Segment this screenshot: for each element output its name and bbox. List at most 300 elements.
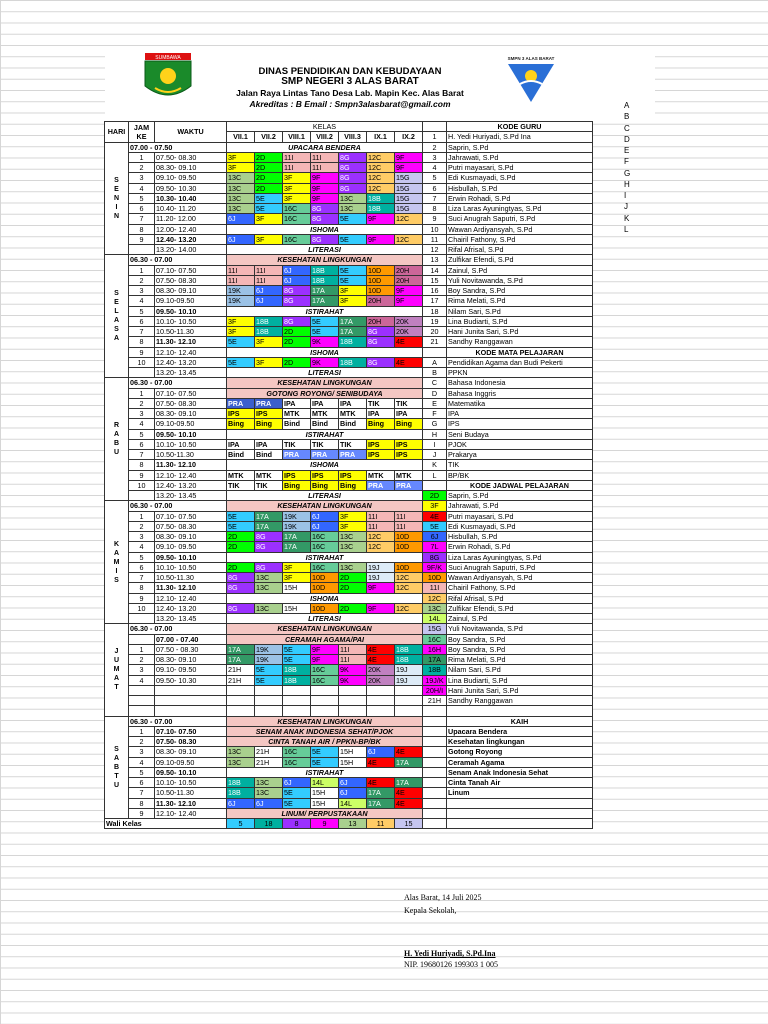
time-cell: 07.50 - 08.30 <box>155 644 227 654</box>
class-code-cell: 8G <box>255 562 283 572</box>
class-code-cell: 11I <box>227 265 255 275</box>
activity-banner: ISTIRAHAT <box>227 552 423 562</box>
class-code-cell: 17A <box>255 521 283 531</box>
class-code-cell: 3F <box>227 327 255 337</box>
code-cell <box>423 788 447 798</box>
time-cell: 12.40- 13.20 <box>155 357 227 367</box>
jam-cell: 5 <box>129 429 155 439</box>
jam-cell: 8 <box>129 224 155 234</box>
class-code-cell: 17A <box>283 532 311 542</box>
schedule-row <box>105 726 593 736</box>
code-cell: 15 <box>423 275 447 285</box>
activity-banner: ISHOMA <box>227 460 423 470</box>
class-code-cell: 3F <box>339 511 367 521</box>
schedule-row <box>105 388 593 398</box>
class-code-cell: IPA <box>311 398 339 408</box>
class-code-cell: 10D <box>395 542 423 552</box>
time-cell: 12.10- 12.40 <box>155 347 227 357</box>
class-code-cell: 11I <box>339 644 367 654</box>
class-code-cell: 6J <box>283 778 311 788</box>
class-code-cell: 5E <box>255 675 283 685</box>
time-cell: 07.50- 08.30 <box>155 398 227 408</box>
class-code-cell: Bing <box>311 480 339 490</box>
class-code-cell: 8G <box>367 327 395 337</box>
code-cell <box>423 819 447 829</box>
list-value: Edi Kusmayadi, S.Pd <box>447 173 593 183</box>
class-code-cell: 13C <box>339 542 367 552</box>
schedule-row <box>105 429 593 439</box>
class-code-cell: 19J <box>367 573 395 583</box>
time-cell: 09.50- 10.10 <box>155 552 227 562</box>
class-code-cell: 12C <box>395 603 423 613</box>
schedule-row <box>105 593 593 603</box>
code-cell: 13C <box>423 603 447 613</box>
jam-cell: 3 <box>129 409 155 419</box>
class-code-cell: 12C <box>367 173 395 183</box>
time-cell: 10.10- 10.50 <box>155 778 227 788</box>
time-cell: 08.30- 09.10 <box>155 532 227 542</box>
schedule-row <box>105 491 593 501</box>
code-cell: 12 <box>423 245 447 255</box>
class-code-cell: IPS <box>283 470 311 480</box>
list-value: Sandhy Ranggawan <box>447 337 593 347</box>
side-letter-column <box>624 100 630 235</box>
empty-cell <box>367 685 395 695</box>
time-cell: 08.30- 09.10 <box>155 747 227 757</box>
day-label: J U M A T <box>105 624 129 716</box>
code-cell: 2 <box>423 142 447 152</box>
time-cell: 06.30 - 07.00 <box>129 255 227 265</box>
jam-cell: 4 <box>129 296 155 306</box>
jam-cell <box>129 245 155 255</box>
list-value: Bahasa Indonesia <box>447 378 593 388</box>
class-code-cell: 13C <box>227 204 255 214</box>
class-code-cell: 10D <box>395 532 423 542</box>
class-code-cell: 12C <box>395 573 423 583</box>
signature-title: Kepala Sekolah, <box>404 906 457 915</box>
class-code-cell: PRA <box>227 398 255 408</box>
jam-cell: 7 <box>129 573 155 583</box>
class-code-cell: 4E <box>395 747 423 757</box>
code-cell: 21H <box>423 696 447 706</box>
class-code-cell: MTK <box>395 470 423 480</box>
class-code-cell: 2D <box>339 603 367 613</box>
code-cell: D <box>423 388 447 398</box>
list-value: Edi Kusmayadi, S.Pd <box>447 521 593 531</box>
class-code-cell: IPA <box>339 398 367 408</box>
class-code-cell: IPS <box>367 439 395 449</box>
class-code-cell: IPS <box>395 450 423 460</box>
list-value: Suci Anugrah Saputri, S.Pd <box>447 562 593 572</box>
col-header-waktu: WAKTU <box>155 122 227 143</box>
class-code-cell: 9F <box>311 183 339 193</box>
wali-kelas-value: 13 <box>339 819 367 829</box>
class-code-cell: 4E <box>367 757 395 767</box>
wali-kelas-value: 8 <box>283 819 311 829</box>
class-code-cell: 9F <box>367 583 395 593</box>
class-code-cell: 3F <box>255 357 283 367</box>
class-code-cell: MTK <box>311 409 339 419</box>
list-value: Yuli Novitawanda, S.Pd <box>447 275 593 285</box>
class-code-cell: 8G <box>283 316 311 326</box>
class-code-cell: 11I <box>395 511 423 521</box>
schedule-row <box>105 306 593 316</box>
class-code-cell: 11I <box>255 265 283 275</box>
time-cell: 07.10- 07.50 <box>155 265 227 275</box>
class-code-cell: 11I <box>283 152 311 162</box>
class-code-cell: 16C <box>283 747 311 757</box>
class-code-cell: 18B <box>227 788 255 798</box>
time-cell: 07.10- 07.50 <box>155 726 227 736</box>
class-code-cell: 8G <box>339 183 367 193</box>
code-cell <box>423 737 447 747</box>
code-cell <box>423 778 447 788</box>
time-cell: 07.10- 07.50 <box>155 511 227 521</box>
list-value: Rima Melati, S.Pd <box>447 655 593 665</box>
class-code-cell: 9F <box>367 234 395 244</box>
schedule-row <box>105 665 593 675</box>
class-code-cell: Bing <box>367 419 395 429</box>
code-cell: G <box>423 419 447 429</box>
class-code-cell: 8G <box>367 357 395 367</box>
class-code-cell: 12C <box>367 163 395 173</box>
class-code-cell: PRA <box>367 480 395 490</box>
class-code-cell: 11I <box>339 655 367 665</box>
class-code-cell: 15H <box>311 798 339 808</box>
schedule-row <box>105 255 593 265</box>
class-code-cell: 16C <box>311 675 339 685</box>
list-value: Kesehatan lingkungan <box>447 737 593 747</box>
class-code-cell: 5E <box>339 214 367 224</box>
class-code-cell: 10D <box>311 573 339 583</box>
class-code-cell: 4E <box>395 357 423 367</box>
class-code-cell: TIK <box>311 439 339 449</box>
class-code-cell: 4E <box>395 798 423 808</box>
jam-cell: 9 <box>129 234 155 244</box>
activity-banner: LITERASI <box>227 491 423 501</box>
class-code-cell: 5E <box>339 234 367 244</box>
class-code-cell: MTK <box>227 470 255 480</box>
code-cell: 17A <box>423 655 447 665</box>
side-letter: K <box>624 213 630 223</box>
class-code-cell: 19K <box>227 296 255 306</box>
time-cell: 06.30 - 07.00 <box>129 716 227 726</box>
schedule-row <box>105 378 593 388</box>
list-heading: KODE GURU <box>447 122 593 132</box>
list-value: Senam Anak Indonesia Sehat <box>447 767 593 777</box>
class-code-cell: 13C <box>255 573 283 583</box>
code-cell <box>423 716 447 726</box>
code-cell: 6 <box>423 183 447 193</box>
class-code-cell: 3F <box>255 214 283 224</box>
side-letter: H <box>624 179 630 189</box>
time-cell: 09.10-09.50 <box>155 296 227 306</box>
code-cell: 20 <box>423 327 447 337</box>
class-code-cell: 5E <box>255 193 283 203</box>
activity-banner: GOTONG ROYONG/ SENIBUDAYA <box>227 388 423 398</box>
class-code-cell: 18B <box>367 204 395 214</box>
list-value: Erwin Rohadi, S.Pd <box>447 542 593 552</box>
class-code-cell: 12C <box>395 583 423 593</box>
class-code-cell: 2D <box>227 562 255 572</box>
col-header-hari: HARI <box>105 122 129 143</box>
guru-number: 1 <box>423 132 447 142</box>
schedule-row <box>105 583 593 593</box>
empty-cell <box>339 685 367 695</box>
cell <box>423 122 447 132</box>
wali-kelas-label: Wali Kelas <box>105 819 227 829</box>
side-letter: B <box>624 112 630 122</box>
class-code-cell: 21H <box>227 675 255 685</box>
time-cell: 07.50- 08.30 <box>155 737 227 747</box>
schedule-row <box>105 552 593 562</box>
empty-cell <box>283 706 311 716</box>
class-code-cell: 6J <box>311 511 339 521</box>
schedule-row <box>105 655 593 665</box>
class-code-cell: 14L <box>311 778 339 788</box>
side-letter: J <box>624 202 628 212</box>
class-code-cell: 3F <box>255 337 283 347</box>
class-header: VII.1 <box>227 132 255 142</box>
list-value: Chairil Fathony, S.Pd <box>447 583 593 593</box>
empty-cell <box>227 706 255 716</box>
accreditation-line: Akreditas : B Email : Smpn3alasbarat@gmail.com <box>249 99 451 109</box>
schedule-row <box>105 142 593 152</box>
list-value: Zainul, S.Pd <box>447 265 593 275</box>
schedule-row <box>105 778 593 788</box>
schedule-row <box>105 286 593 296</box>
time-cell: 08.30- 09.10 <box>155 286 227 296</box>
class-code-cell: 8G <box>283 296 311 306</box>
activity-banner: LITERASI <box>227 368 423 378</box>
empty-cell <box>395 706 423 716</box>
time-cell: 08.30- 09.10 <box>155 409 227 419</box>
class-code-cell: 2D <box>283 327 311 337</box>
time-cell: 10.50-11.30 <box>155 327 227 337</box>
schedule-row <box>105 644 593 654</box>
jam-cell: 3 <box>129 173 155 183</box>
jam-cell: 5 <box>129 552 155 562</box>
list-value: Saprin, S.Pd <box>447 142 593 152</box>
schedule-row <box>105 573 593 583</box>
jam-cell: 10 <box>129 480 155 490</box>
code-cell: 5E <box>423 521 447 531</box>
schedule-row <box>105 614 593 624</box>
activity-banner: KESEHATAN LINGKUNGAN <box>227 501 423 511</box>
activity-banner: CINTA TANAH AIR / PPKN-BP/BK <box>227 737 423 747</box>
jam-cell: 2 <box>129 655 155 665</box>
class-code-cell: 13C <box>227 183 255 193</box>
time-cell <box>155 685 227 695</box>
code-cell: 9 <box>423 214 447 224</box>
wali-kelas-value: 18 <box>255 819 283 829</box>
code-cell: 14 <box>423 265 447 275</box>
class-code-cell: 6J <box>227 214 255 224</box>
activity-banner: ISTIRAHAT <box>227 306 423 316</box>
schedule-row <box>105 368 593 378</box>
class-code-cell: 4E <box>395 337 423 347</box>
code-cell: 7 <box>423 193 447 203</box>
empty-cell <box>367 706 395 716</box>
time-cell: 10.40- 11.20 <box>155 204 227 214</box>
class-code-cell: 17A <box>395 757 423 767</box>
class-code-cell: 20H <box>395 275 423 285</box>
class-code-cell: 3F <box>339 296 367 306</box>
class-code-cell: 20H <box>395 265 423 275</box>
class-code-cell: 2D <box>283 357 311 367</box>
class-code-cell: TIK <box>367 398 395 408</box>
class-code-cell: 2D <box>283 337 311 347</box>
empty-cell <box>283 685 311 695</box>
class-code-cell: 2D <box>255 163 283 173</box>
time-cell: 10.10- 10.50 <box>155 439 227 449</box>
side-letter: L <box>624 224 629 234</box>
class-code-cell: 16C <box>311 532 339 542</box>
schedule-row <box>105 624 593 634</box>
class-code-cell: 9K <box>311 357 339 367</box>
class-code-cell: IPA <box>255 439 283 449</box>
class-code-cell: PRA <box>395 480 423 490</box>
list-value: Jahrawati, S.Pd <box>447 152 593 162</box>
class-code-cell: 9K <box>311 337 339 347</box>
class-code-cell: 13C <box>227 173 255 183</box>
class-code-cell: 13C <box>339 562 367 572</box>
code-cell: 7L <box>423 542 447 552</box>
class-code-cell: 19J <box>395 665 423 675</box>
jam-cell: 3 <box>129 532 155 542</box>
class-code-cell: IPA <box>367 409 395 419</box>
class-code-cell: 15G <box>395 183 423 193</box>
code-cell <box>423 747 447 757</box>
class-code-cell: IPS <box>339 470 367 480</box>
principal-name: H. Yedi Huriyadi, S.Pd.Ina <box>404 949 496 958</box>
empty-cell <box>255 696 283 706</box>
class-code-cell: 18B <box>339 357 367 367</box>
time-cell: 11.30- 12.10 <box>155 798 227 808</box>
class-code-cell: 4E <box>395 788 423 798</box>
class-code-cell: 17A <box>395 778 423 788</box>
class-code-cell: 8G <box>227 573 255 583</box>
class-code-cell: 17A <box>227 644 255 654</box>
schedule-row <box>105 788 593 798</box>
class-code-cell: 8G <box>367 337 395 347</box>
list-value: Hani Junita Sari, S.Pd <box>447 685 593 695</box>
class-code-cell: 9F <box>311 644 339 654</box>
class-code-cell: 18B <box>283 665 311 675</box>
day-label: K A M I S <box>105 501 129 624</box>
class-code-cell: 10D <box>311 583 339 593</box>
class-code-cell: 2D <box>255 152 283 162</box>
list-value: Lina Budiarti, S.Pd <box>447 316 593 326</box>
code-cell: 9F/K <box>423 562 447 572</box>
class-code-cell: 16C <box>311 665 339 675</box>
class-code-cell: 18B <box>395 655 423 665</box>
class-code-cell: MTK <box>339 409 367 419</box>
time-cell: 09.50- 10.10 <box>155 429 227 439</box>
code-cell: 13 <box>423 255 447 265</box>
class-code-cell: 3F <box>227 163 255 173</box>
list-value: Suci Anugrah Saputri, S.Pd <box>447 214 593 224</box>
time-cell: 12.40- 13.20 <box>155 480 227 490</box>
class-code-cell: 13C <box>227 757 255 767</box>
time-cell: 12.00- 12.40 <box>155 224 227 234</box>
class-code-cell: 2D <box>339 573 367 583</box>
jam-cell: 7 <box>129 450 155 460</box>
list-value: Linum <box>447 788 593 798</box>
class-code-cell: 17A <box>367 798 395 808</box>
list-value: Erwin Rohadi, S.Pd <box>447 193 593 203</box>
time-cell: 08.30- 09.10 <box>155 655 227 665</box>
class-code-cell: 16C <box>311 562 339 572</box>
class-code-cell: 13C <box>255 788 283 798</box>
class-code-cell: 6J <box>339 788 367 798</box>
schedule-row <box>105 685 593 695</box>
class-code-cell: 15H <box>283 603 311 613</box>
class-code-cell: 6J <box>255 798 283 808</box>
activity-banner: KESEHATAN LINGKUNGAN <box>227 255 423 265</box>
jam-cell: 4 <box>129 183 155 193</box>
class-code-cell: 12C <box>367 152 395 162</box>
class-code-cell: 15H <box>339 757 367 767</box>
time-cell <box>155 696 227 706</box>
list-value: Wawan Ardiyansyah, S.Pd <box>447 224 593 234</box>
class-code-cell: 20K <box>395 327 423 337</box>
class-code-cell: 13C <box>255 583 283 593</box>
schedule-row <box>105 173 593 183</box>
time-cell: 07.00 - 07.50 <box>129 142 227 152</box>
class-code-cell: 20K <box>367 675 395 685</box>
jam-cell <box>129 696 155 706</box>
class-code-cell: Bing <box>255 419 283 429</box>
class-header: VIII.3 <box>339 132 367 142</box>
schedule-row <box>105 419 593 429</box>
jam-cell <box>129 368 155 378</box>
schedule-row <box>105 275 593 285</box>
code-cell <box>423 480 447 490</box>
class-code-cell: 3F <box>283 183 311 193</box>
list-heading: KODE MATA PELAJARAN <box>447 347 593 357</box>
day-label: S E N I N <box>105 142 129 255</box>
activity-banner: ISHOMA <box>227 347 423 357</box>
code-cell: 21 <box>423 337 447 347</box>
schedule-row <box>105 234 593 244</box>
class-code-cell: 15G <box>395 173 423 183</box>
time-cell: 09.10- 09.50 <box>155 542 227 552</box>
jam-cell: 3 <box>129 665 155 675</box>
class-code-cell: 17A <box>255 511 283 521</box>
time-cell: 07.50- 08.30 <box>155 521 227 531</box>
class-code-cell: 5E <box>311 747 339 757</box>
schedule-row <box>105 470 593 480</box>
side-letter: I <box>624 191 627 200</box>
class-code-cell: 12C <box>367 542 395 552</box>
schedule-row <box>105 214 593 224</box>
class-code-cell: 9F <box>395 152 423 162</box>
class-code-cell: PRA <box>311 450 339 460</box>
list-value: Seni Budaya <box>447 429 593 439</box>
class-code-cell: IPS <box>311 470 339 480</box>
class-code-cell: IPA <box>283 398 311 408</box>
jam-cell: 9 <box>129 470 155 480</box>
side-letter: D <box>624 134 630 144</box>
class-code-cell: 2D <box>339 583 367 593</box>
list-value: Zulfikar Efendi, S.Pd <box>447 603 593 613</box>
code-cell: 12C <box>423 593 447 603</box>
class-code-cell: 19K <box>255 655 283 665</box>
class-code-cell: 12C <box>367 532 395 542</box>
code-cell: 6J <box>423 532 447 542</box>
class-code-cell: 6J <box>367 747 395 757</box>
